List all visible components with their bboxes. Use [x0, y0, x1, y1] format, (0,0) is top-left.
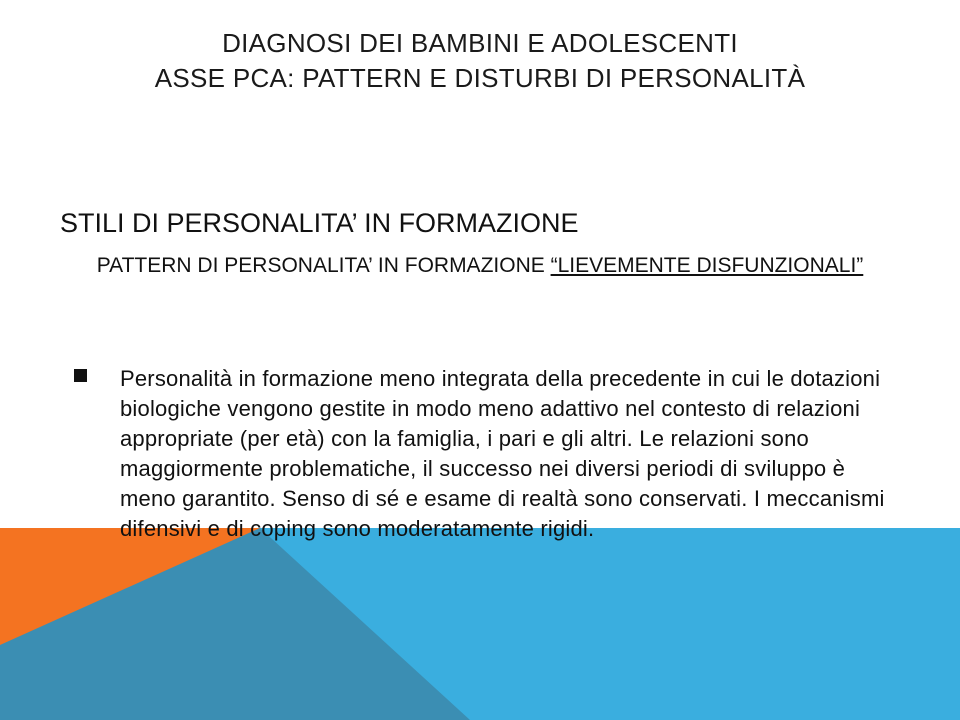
pattern-prefix: PATTERN DI PERSONALITA’ IN FORMAZIONE [96, 254, 551, 277]
title-line-1: DIAGNOSI DEI BAMBINI E ADOLESCENTI [222, 28, 738, 58]
square-bullet-icon [74, 369, 87, 382]
pattern-heading [60, 253, 900, 279]
bullet-paragraph: Personalità in formazione meno integrata della precedente in cui le dotazioni biologiche vengono gestite in modo meno adattivo nel contesto di relazioni appropriate (per età) con la famiglia, i pari e gli altri. Le relazioni sono maggiormente problematiche, il successo nei diversi periodi di sviluppo è meno garantito. Senso di sé e esame di realtà sono conservati. I meccanismi difensivi e di coping sono moderatamente rigidi. [120, 366, 885, 541]
pattern-qualifier: “LIEVEMENTE DISFUNZIONALI” [550, 254, 864, 277]
slide-title [60, 26, 900, 96]
title-line-2: ASSE PCA: PATTERN E DISTURBI DI PERSONALITÀ [154, 63, 806, 93]
section-heading: STILI DI PERSONALITA’ IN FORMAZIONE [60, 208, 579, 238]
